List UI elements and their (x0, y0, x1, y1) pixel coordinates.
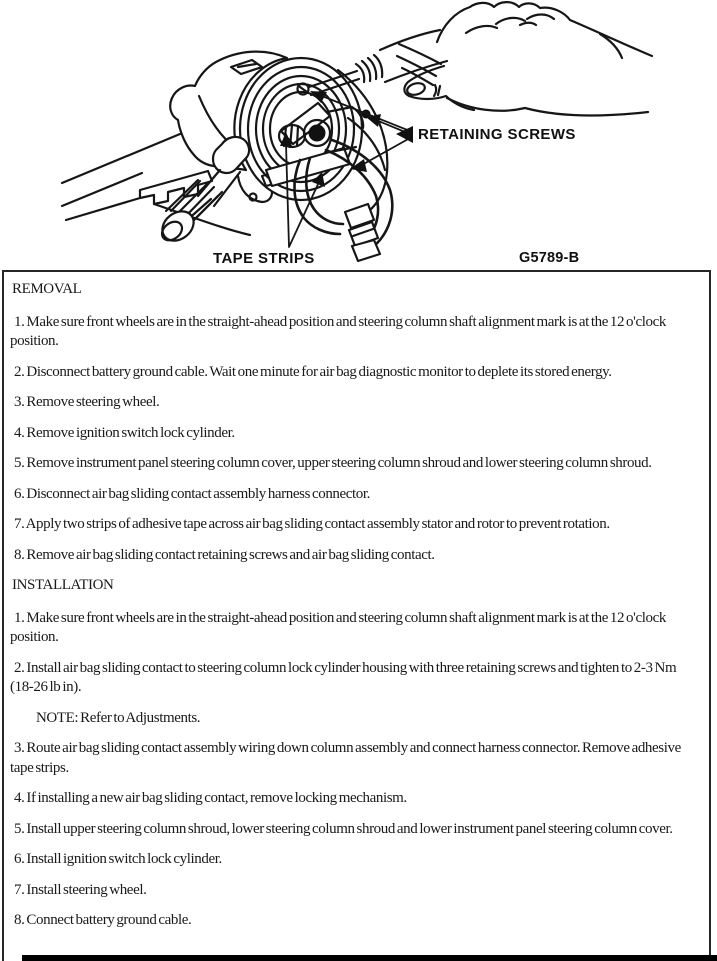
installation-step-3: 3. Route air bag sliding contact assembly wiring down column assembly and connect harness connector. Remove adhesive tape strips. (10, 740, 681, 776)
retaining-screws-label: RETAINING SCREWS (418, 126, 576, 143)
removal-step-3: 3. Remove steering wheel. (14, 394, 160, 410)
removal-step-6: 6. Disconnect air bag sliding contact assembly harness connector. (14, 485, 371, 502)
tape-strips-label: TAPE STRIPS (213, 250, 315, 267)
installation-step-1: 1. Make sure front wheels are in the straight-ahead position and steering column shaft alignment mark is at the 12 o'clock position. (10, 609, 666, 645)
installation-step-4: 4. If installing a new air bag sliding contact, remove locking mechanism. (14, 790, 407, 806)
bottom-scan-bar (22, 955, 717, 961)
figure-illustration (0, 0, 717, 268)
procedure-text-panel (2, 270, 711, 961)
installation-step-6: 6. Install ignition switch lock cylinder. (14, 851, 222, 867)
removal-step-1: 1. Make sure front wheels are in the straight-ahead position and steering column shaft alignment mark is at the 12 o'clock position. (10, 313, 666, 349)
installation-step-7: 7. Install steering wheel. (14, 881, 147, 898)
removal-step-7: 7. Apply two strips of adhesive tape across air bag sliding contact assembly stator and rotor to prevent rotation. (14, 516, 610, 532)
figure-code: G5789-B (519, 250, 580, 266)
installation-step-8: 8. Connect battery ground cable. (14, 912, 192, 928)
installation-step-5: 5. Install upper steering column shroud, lower steering column shroud and lower instrument panel steering column cover. (14, 820, 673, 837)
steering-column-diagram (0, 0, 717, 268)
removal-step-4: 4. Remove ignition switch lock cylinder. (14, 424, 235, 441)
removal-step-8: 8. Remove air bag sliding contact retaining screws and air bag sliding contact. (14, 546, 435, 563)
removal-step-5: 5. Remove instrument panel steering column cover, upper steering column shroud and lower steering column shroud. (14, 455, 652, 471)
removal-step-2: 2. Disconnect battery ground cable. Wait one minute for air bag diagnostic monitor to deplete its stored energy. (14, 363, 612, 380)
installation-step-2: 2. Install air bag sliding contact to steering column lock cylinder housing with three retaining screws and tighten to 2-3 Nm (18-26 lb in). (10, 659, 677, 695)
installation-note: NOTE: Refer to Adjustments. (36, 709, 201, 726)
installation-heading: INSTALLATION (12, 577, 114, 593)
removal-heading: REMOVAL (12, 281, 82, 297)
